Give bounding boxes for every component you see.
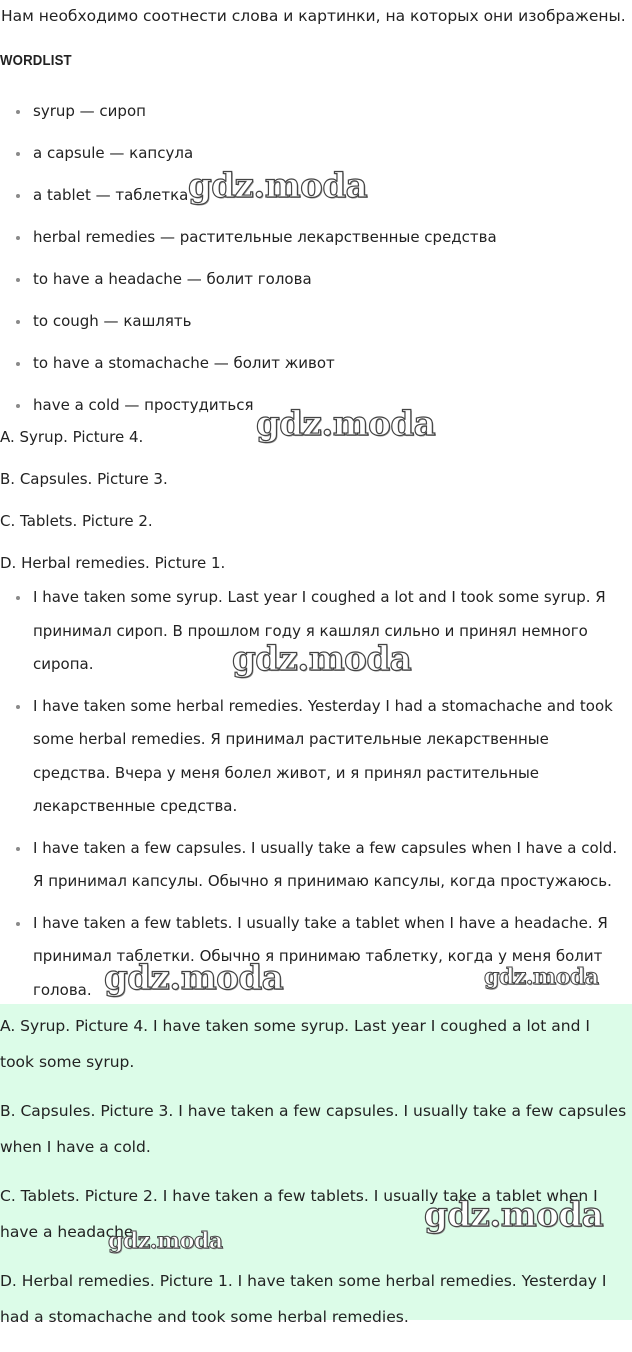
watermark-logo: gdz.moda [188, 166, 368, 206]
bullet-icon [16, 278, 20, 282]
wordlist-item-text: syrup — сироп [33, 102, 146, 120]
wordlist-item-text: a tablet — таблетка [33, 186, 189, 204]
final-answer: C. Tablets. Picture 2. I have taken a few tablets. I usually take a tablet when I have a headache. [0, 1187, 598, 1241]
sentence-text: I have taken a few capsules. I usually take a few capsules when I have a cold. Я принимал капсулы. Обычно я принимаю капсулы, когда простужаюсь. [33, 838, 618, 890]
final-answer: D. Herbal remedies. Picture 1. I have taken some herbal remedies. Yesterday I had a stomachache and took some herbal remedies. [0, 1272, 607, 1326]
wordlist-item [0, 265, 632, 307]
wordlist-item [0, 349, 632, 391]
intro-text: Нам необходимо соотнести слова и картинки, на которых они изображены. [1, 7, 626, 25]
bullet-icon [16, 110, 20, 114]
answer-line: B. Capsules. Picture 3. [0, 470, 168, 488]
watermark-logo: gdz.moda [232, 639, 412, 679]
bullet-icon [16, 194, 20, 198]
sentence-text: I have taken some syrup. Last year I coughed a lot and I took some syrup. Я принимал сироп. В прошлом году я кашлял сильно и принял немного сиропа. [33, 588, 606, 673]
answer-line: D. Herbal remedies. Picture 1. [0, 554, 226, 572]
bullet-icon [16, 404, 20, 408]
final-answer-block [0, 1004, 632, 1326]
final-answer: B. Capsules. Picture 3. I have taken a few capsules. I usually take a few capsules when I have a cold. [0, 1102, 627, 1156]
bullet-icon [16, 705, 20, 709]
wordlist-item-text: a capsule — капсула [33, 144, 194, 162]
bullet-icon [16, 236, 20, 240]
wordlist-item-text: herbal remedies — растительные лекарственные средства [33, 228, 497, 246]
sentence-text: I have taken some herbal remedies. Yesterday I had a stomachache and took some herbal remedies. Я принимал растительные лекарственные средства. Вчера у меня болел живот, и я принял растительные лекарственные средства. [33, 696, 613, 815]
wordlist-item [0, 307, 632, 349]
wordlist [0, 97, 632, 433]
wordlist-item-text: to cough — кашлять [33, 312, 192, 330]
wordlist-item [0, 223, 632, 265]
watermark-logo: gdz.moda [256, 404, 436, 444]
wordlist-item-text: to have a stomachache — болит живот [33, 354, 335, 372]
wordlist-heading: WORDLIST [0, 52, 72, 69]
bullet-icon [16, 922, 20, 926]
bullet-icon [16, 847, 20, 851]
bullet-icon [16, 320, 20, 324]
wordlist-item-text: have a cold — простудиться [33, 396, 254, 414]
answers-list [0, 423, 225, 591]
sentence-item [0, 907, 632, 1008]
watermark-logo: gdz.moda [424, 1195, 604, 1235]
sentence-text: I have taken a few tablets. I usually take a tablet when I have a headache. Я принимал таблетки. Обычно я принимаю таблетку, когда у меня болит голова. [33, 913, 608, 999]
bullet-icon [16, 596, 20, 600]
watermark-logo: gdz.moda [104, 958, 284, 998]
bullet-icon [16, 362, 20, 366]
final-answer: A. Syrup. Picture 4. I have taken some syrup. Last year I coughed a lot and I took some syrup. [0, 1017, 590, 1071]
sentence-item [0, 832, 632, 899]
answer-line: A. Syrup. Picture 4. [0, 428, 144, 446]
watermark-logo: gdz.moda [108, 1228, 223, 1254]
watermark-logo: gdz.moda [484, 964, 599, 990]
bullet-icon [16, 152, 20, 156]
wordlist-item [0, 97, 632, 139]
answer-line: C. Tablets. Picture 2. [0, 512, 153, 530]
wordlist-item-text: to have a headache — болит голова [33, 270, 312, 288]
sentence-item [0, 690, 632, 824]
